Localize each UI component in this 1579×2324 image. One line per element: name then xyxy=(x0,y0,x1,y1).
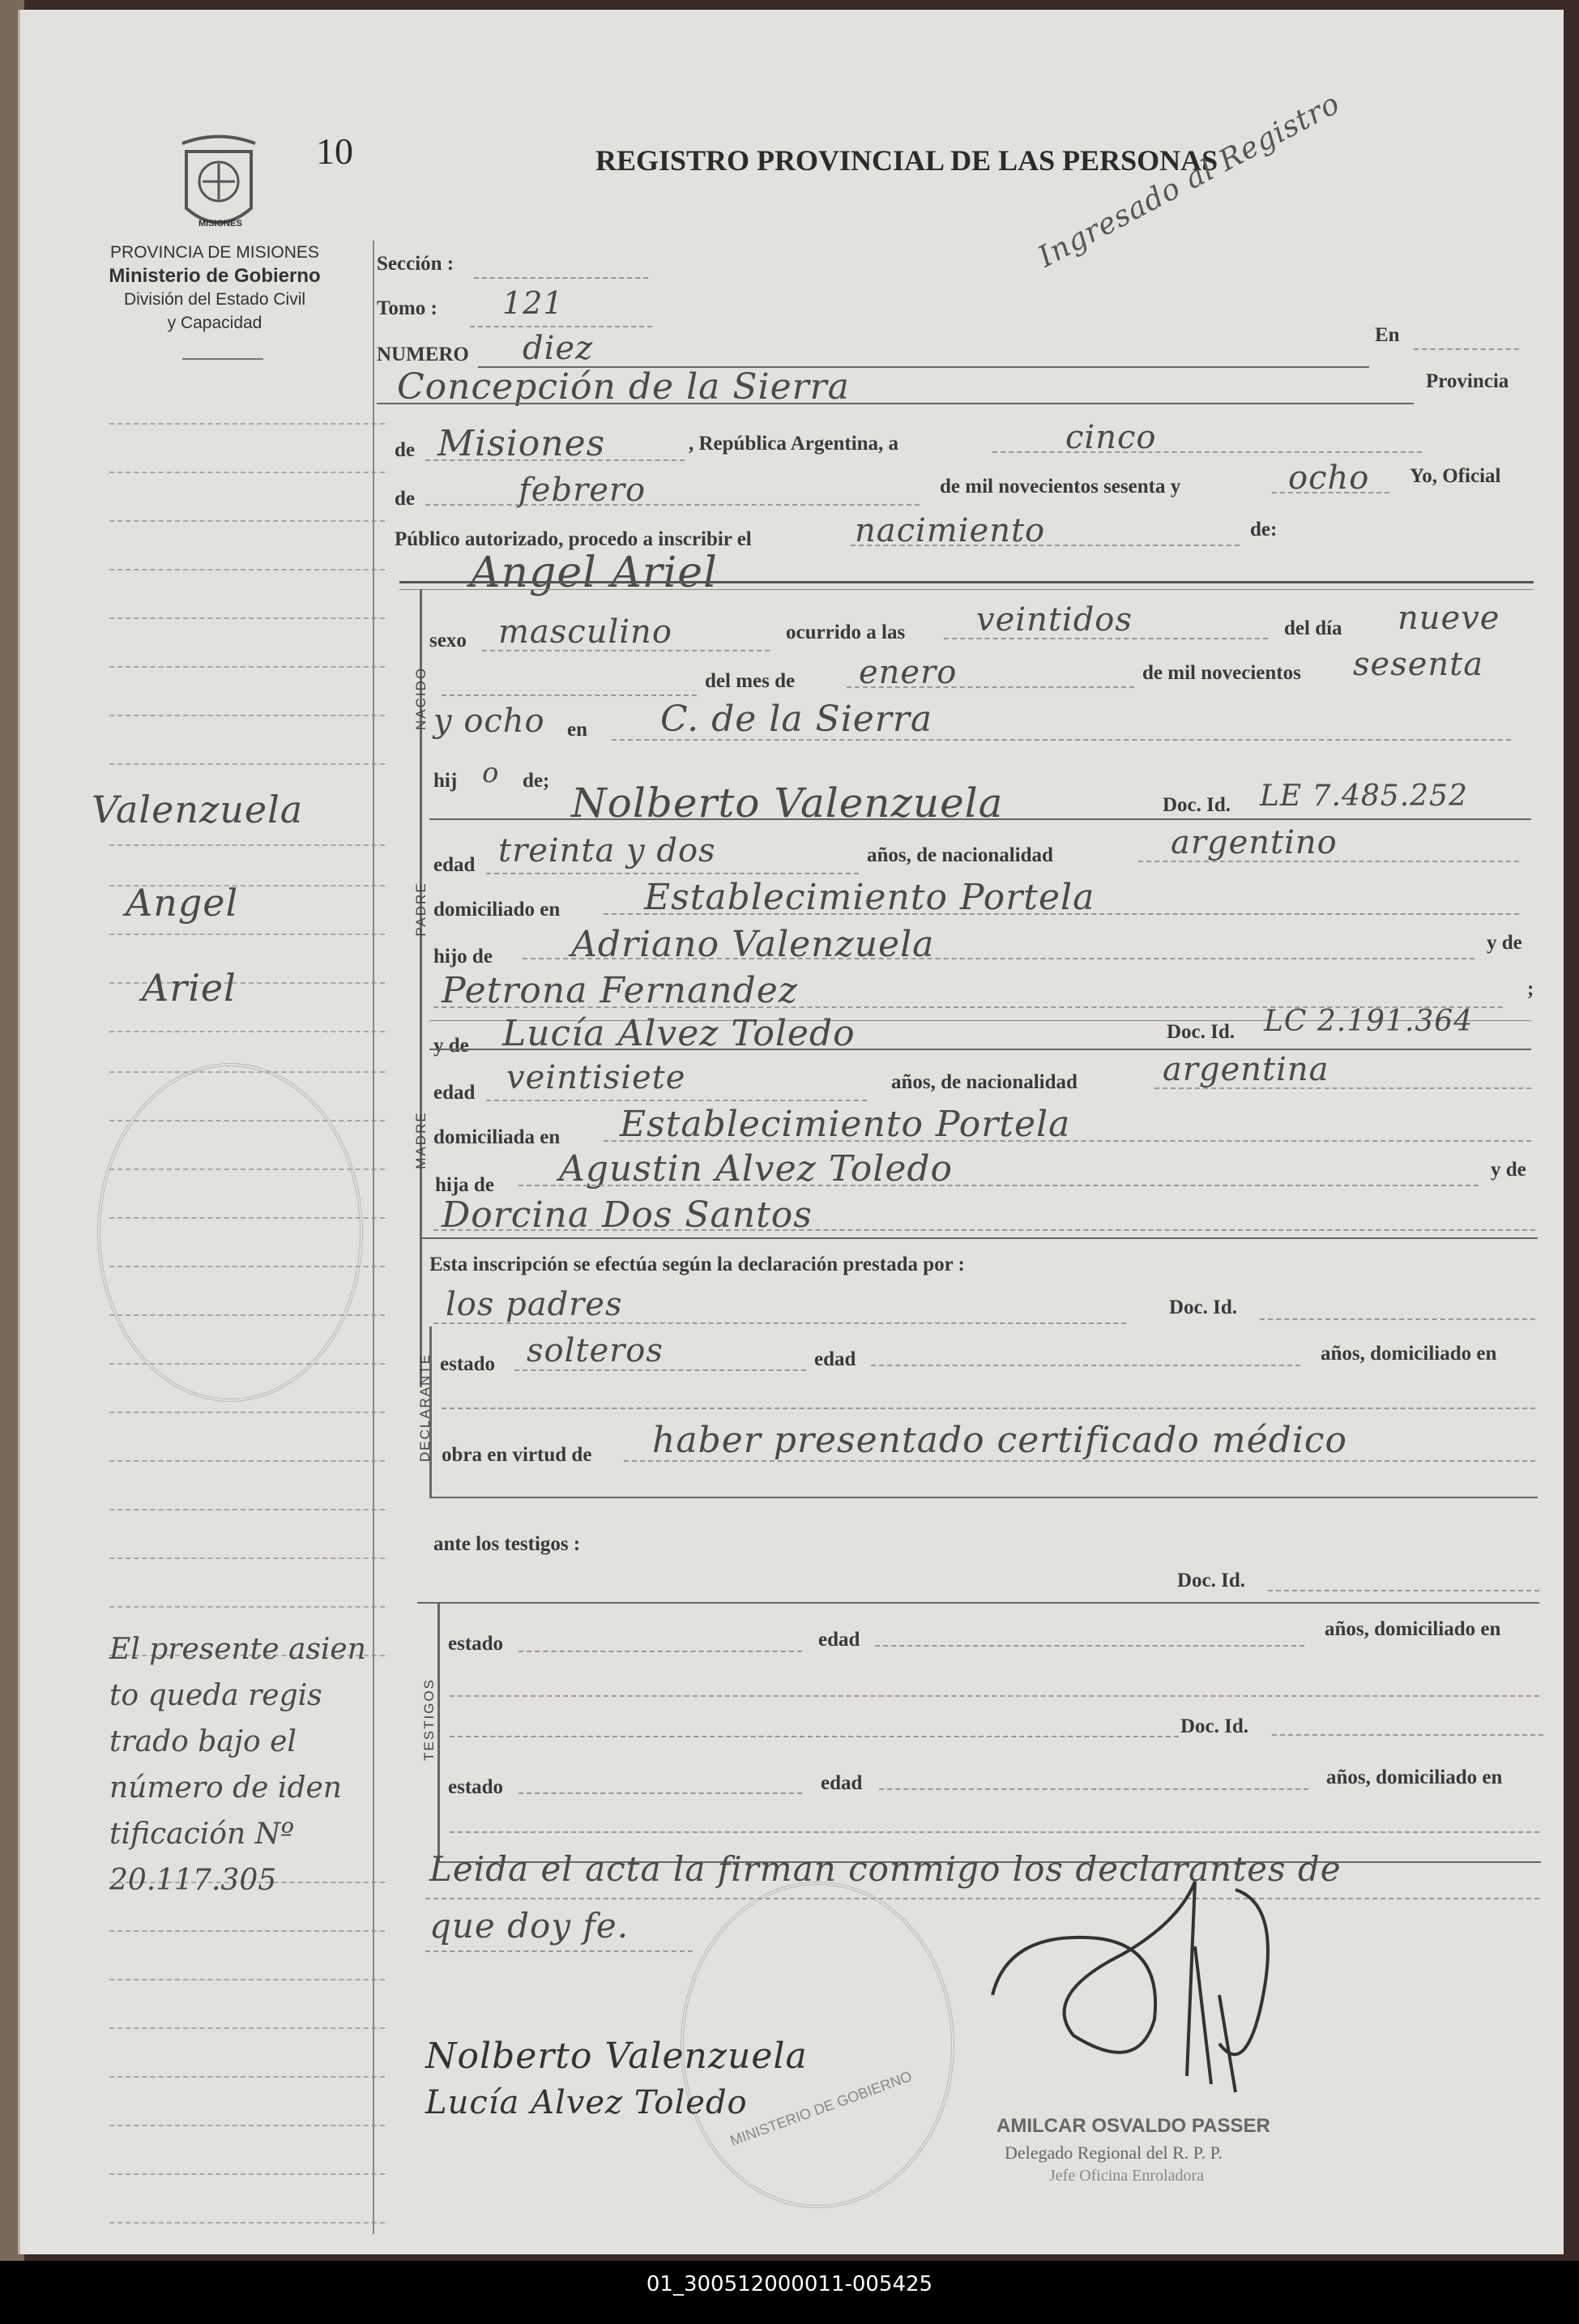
mother-edad-label: edad xyxy=(433,1082,476,1104)
mother-nacionalidad-label: años, de nacionalidad xyxy=(891,1071,1078,1093)
province-value: Misiones xyxy=(437,423,606,464)
madre-section-label: MADRE xyxy=(413,1111,429,1169)
signature-mother: Lucía Alvez Toledo xyxy=(425,2084,748,2121)
ministry-line: Ministerio de Gobierno xyxy=(109,265,321,287)
declarant-estado-label: estado xyxy=(440,1353,496,1375)
father-name: Nolberto Valenzuela xyxy=(571,780,1004,827)
dia-label: del día xyxy=(1284,617,1342,639)
declarant-domicilio-label: años, domiciliado en xyxy=(1321,1343,1497,1365)
witness2-edad-label: edad xyxy=(821,1772,863,1794)
numero-label: NUMERO xyxy=(377,344,469,365)
seal-label: MISIONES xyxy=(198,219,242,229)
sexo-label: sexo xyxy=(429,630,467,651)
mother-doc-label: Doc. Id. xyxy=(1167,1021,1235,1043)
father-nacionalidad-value: argentino xyxy=(1171,824,1338,861)
numero-value: diez xyxy=(523,330,594,367)
birth-place-value: C. de la Sierra xyxy=(660,698,933,740)
paternal-grandmother-value: Petrona Fernandez xyxy=(442,970,798,1011)
seccion-label: Sección : xyxy=(377,253,454,275)
hij-de-label: de; xyxy=(523,770,550,792)
mother-yde-label: y de xyxy=(433,1035,469,1057)
closing-line-2: que doy fe. xyxy=(429,1906,629,1946)
oficial-label: Yo, Oficial xyxy=(1410,465,1501,487)
register-title: REGISTRO PROVINCIAL DE LAS PERSONAS xyxy=(595,144,1218,177)
coat-of-arms-seal xyxy=(170,131,267,241)
hij-label: hij xyxy=(433,770,458,792)
mother-hija-label: hija de xyxy=(435,1174,494,1196)
document-page xyxy=(18,10,1564,2254)
page-number: 10 xyxy=(316,130,353,172)
received-annotation: Ingresado al Registro xyxy=(1033,87,1346,275)
note-line: to queda regis xyxy=(109,1679,322,1712)
father-doc-value: LE 7.485.252 xyxy=(1260,780,1468,813)
official-title-1: Delegado Regional del R. P. P. xyxy=(1005,2142,1223,2163)
heading-underline xyxy=(182,358,263,360)
note-line: El presente asien xyxy=(109,1633,366,1666)
margin-registration-note xyxy=(109,1626,366,1903)
official-title-2: Jefe Oficina Enroladora xyxy=(1049,2167,1205,2185)
mother-edad-value: veintisiete xyxy=(506,1059,686,1096)
declaration-intro: Esta inscripción se efectúa según la declaración prestada por : xyxy=(429,1254,965,1275)
provincia-label: Provincia xyxy=(1426,370,1509,392)
mother-yde-label-2: y de xyxy=(1491,1159,1526,1181)
father-yde-label: y de xyxy=(1487,932,1522,954)
file-id-footer: 01_300512000011-005425 xyxy=(0,2261,1579,2324)
witness2-estado-label: estado xyxy=(448,1776,504,1798)
month-value: febrero xyxy=(519,472,647,509)
birth-year-value-1: sesenta xyxy=(1353,646,1484,683)
official-signature-scribble xyxy=(976,1833,1300,2117)
witness1-edad-label: edad xyxy=(818,1629,860,1651)
stamp-text: MINISTERIO DE GOBIERNO xyxy=(728,2068,915,2149)
province-line: PROVINCIA DE MISIONES xyxy=(110,243,319,262)
de-colon-label: de: xyxy=(1250,519,1278,540)
father-semicolon: ; xyxy=(1527,978,1534,1000)
official-name: AMILCAR OSVALDO PASSER xyxy=(996,2115,1270,2137)
obra-value: haber presentado certificado médico xyxy=(652,1420,1348,1461)
sexo-value: masculino xyxy=(498,613,672,651)
issuing-authority xyxy=(77,241,352,335)
mes-label: del mes de xyxy=(705,670,796,692)
note-line: 20.117.305 xyxy=(109,1864,277,1897)
maternal-grandmother-value: Dorcina Dos Santos xyxy=(442,1194,813,1236)
year-label: de mil novecientos sesenta y xyxy=(940,476,1181,498)
father-domicilio-label: domiciliado en xyxy=(433,899,561,921)
maternal-grandfather-value: Agustin Alvez Toledo xyxy=(559,1148,954,1190)
mother-name: Lucía Alvez Toledo xyxy=(502,1013,856,1054)
declarante-section-label: DECLARANTE xyxy=(417,1352,433,1463)
declarant-edad-label: edad xyxy=(814,1348,856,1370)
birth-month-value: enero xyxy=(859,654,958,691)
note-line: trado bajo el xyxy=(109,1725,297,1758)
year-value: ocho xyxy=(1288,459,1370,497)
hour-value: veintidos xyxy=(976,601,1133,639)
mother-domicilio-label: domiciliada en xyxy=(433,1126,561,1148)
mil-label: de mil novecientos xyxy=(1142,662,1301,684)
act-value: nacimiento xyxy=(855,512,1046,549)
de-label-2: de xyxy=(395,488,415,510)
padre-section-label: PADRE xyxy=(413,882,429,937)
testigos-intro: ante los testigos : xyxy=(433,1533,581,1555)
mother-nacionalidad-value: argentina xyxy=(1163,1051,1329,1088)
place-value: Concepción de la Sierra xyxy=(397,366,850,408)
nacido-en-label: en xyxy=(567,719,587,741)
note-line: tificación Nº xyxy=(109,1818,295,1851)
birth-year-value-2: y ocho xyxy=(433,703,545,740)
margin-first-name: Angel xyxy=(126,881,239,925)
day-value: cinco xyxy=(1065,419,1157,456)
father-edad-value: treinta y dos xyxy=(498,832,716,869)
capacity-line: y Capacidad xyxy=(167,314,262,332)
republica-label: , República Argentina, a xyxy=(689,433,899,455)
mother-doc-value: LC 2.191.364 xyxy=(1264,1005,1474,1038)
child-name: Angel Ariel xyxy=(470,549,718,597)
publico-label: Público autorizado, procedo a inscribir el xyxy=(395,528,752,550)
official-stamp-left xyxy=(97,1063,363,1402)
signature-father: Nolberto Valenzuela xyxy=(425,2036,808,2077)
nacido-section-label: NACIDO xyxy=(413,666,429,731)
ocurrido-label: ocurrido a las xyxy=(786,622,906,643)
declarant-estado-value: solteros xyxy=(527,1332,664,1369)
witness1-doc-label: Doc. Id. xyxy=(1177,1570,1246,1591)
father-edad-label: edad xyxy=(433,854,476,876)
declarant-value: los padres xyxy=(446,1286,623,1323)
margin-surname: Valenzuela xyxy=(92,788,304,831)
declarant-doc-label: Doc. Id. xyxy=(1169,1297,1238,1318)
margin-second-name: Ariel xyxy=(142,966,237,1010)
father-nacionalidad-label: años, de nacionalidad xyxy=(867,844,1053,866)
father-doc-label: Doc. Id. xyxy=(1163,794,1231,816)
en-label: En xyxy=(1375,324,1400,346)
hij-value: o xyxy=(482,757,500,789)
father-domicilio-value: Establecimiento Portela xyxy=(644,877,1095,918)
mother-domicilio-value: Establecimiento Portela xyxy=(620,1104,1071,1145)
witness1-domicilio-label: años, domiciliado en xyxy=(1325,1618,1501,1640)
witness2-domicilio-label: años, domiciliado en xyxy=(1326,1766,1503,1788)
division-line: División del Estado Civil xyxy=(123,290,306,309)
paternal-grandfather-value: Adriano Valenzuela xyxy=(571,924,935,965)
de-label: de xyxy=(395,439,415,461)
testigos-section-label: TESTIGOS xyxy=(421,1678,437,1761)
column-divider xyxy=(373,241,374,2234)
tomo-label: Tomo : xyxy=(377,297,437,319)
witness1-estado-label: estado xyxy=(448,1633,504,1655)
obra-label: obra en virtud de xyxy=(442,1444,592,1466)
witness2-doc-label: Doc. Id. xyxy=(1180,1715,1249,1737)
closing-line-1: Leida el acta la firman conmigo los declarantes de xyxy=(429,1849,1342,1889)
birth-day-value: nueve xyxy=(1398,600,1500,637)
note-line: número de iden xyxy=(109,1771,342,1805)
father-hijo-label: hijo de xyxy=(433,946,493,968)
tomo-value: 121 xyxy=(502,285,564,321)
